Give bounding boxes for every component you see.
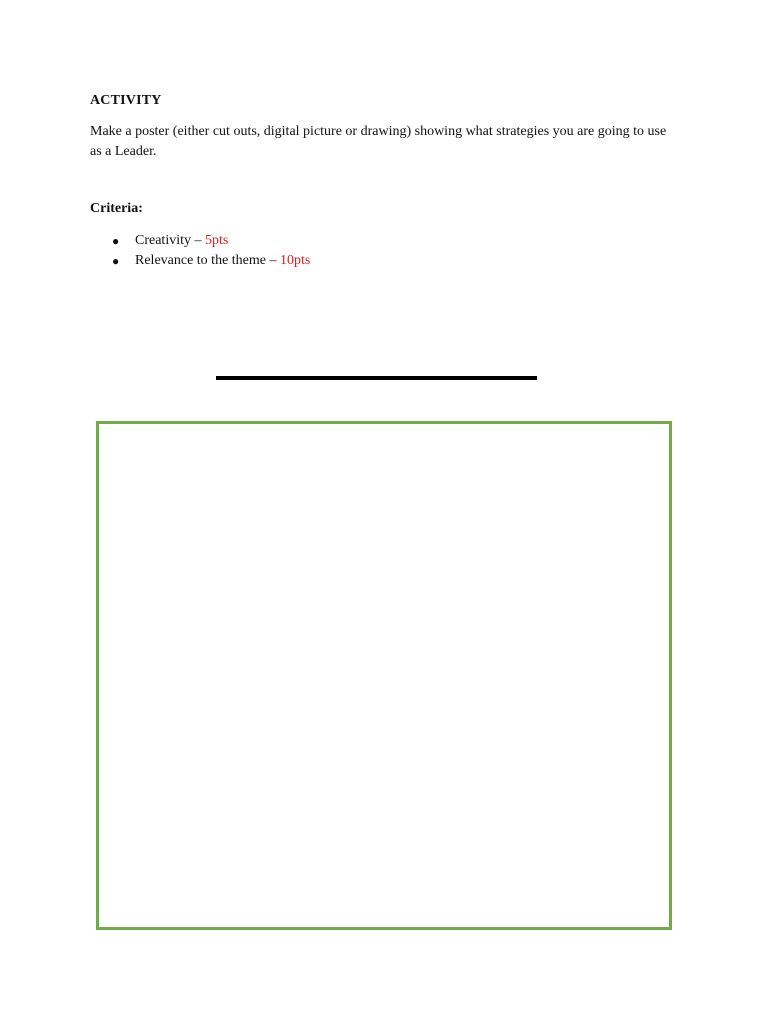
criteria-item-points: 5pts (205, 233, 229, 248)
criteria-item-creativity (90, 231, 310, 251)
criteria-list (90, 231, 310, 271)
bullet-icon: ● (112, 234, 120, 248)
criteria-item-label: Relevance to the theme – (135, 253, 280, 268)
activity-instructions: Make a poster (either cut outs, digital picture or drawing) showing what strategies you are going to use as a Leader. (90, 124, 667, 159)
poster-title-line (216, 376, 537, 380)
poster-frame (96, 421, 672, 930)
activity-heading: ACTIVITY (90, 93, 162, 108)
criteria-item-relevance (90, 251, 310, 271)
criteria-heading: Criteria: (90, 201, 143, 216)
criteria-item-points: 10pts (280, 253, 311, 268)
criteria-item-label: Creativity – (135, 233, 205, 248)
bullet-icon: ● (112, 254, 120, 268)
